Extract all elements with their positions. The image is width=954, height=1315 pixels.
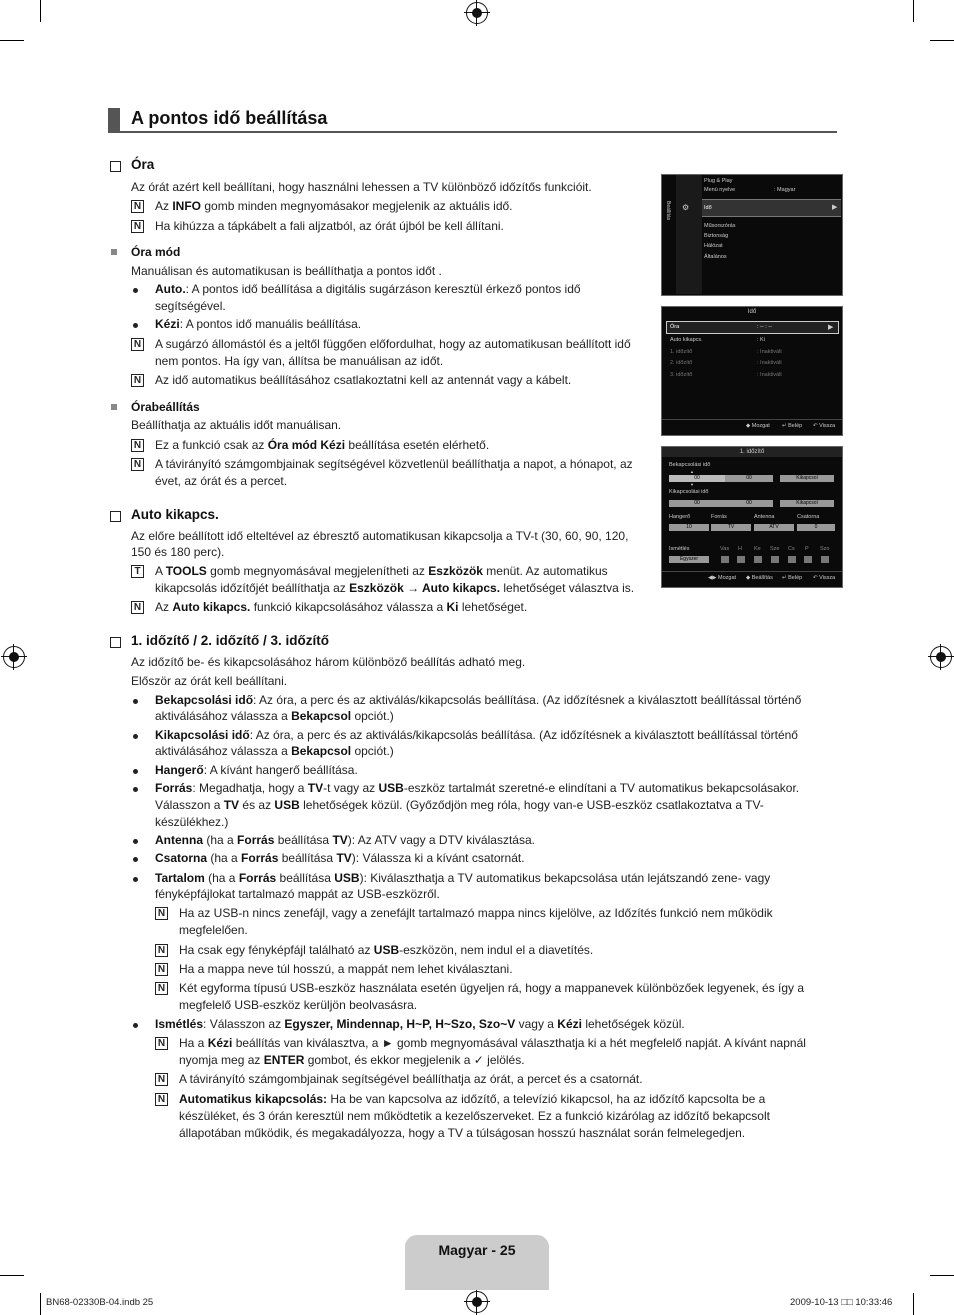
arrow-up-icon: ▲ — [690, 469, 694, 474]
timer-note4: Két egyforma típusú USB-eszköz használata esetén ügyeljen rá, hogy a mappanevek különbözőek legyenek, és így a — [179, 981, 805, 995]
bullet-icon — [133, 1023, 138, 1028]
section-heading-auto: Auto kikapcs. — [131, 507, 219, 522]
oramod-desc: Manuálisan és automatikusan is beállíthatja a pontos időt . — [131, 264, 442, 278]
timer-line1: Az időzítő be- és kikapcsolásához három különböző beállítás adható meg. — [131, 655, 526, 669]
registration-mark-icon — [466, 1291, 488, 1313]
time-row-timer1-value: : Inaktivált — [757, 349, 782, 355]
page-title: A pontos idő beállítása — [131, 108, 328, 128]
time-row-timer2-value: : Inaktivált — [757, 360, 782, 366]
note-icon: N — [155, 963, 168, 976]
note-icon: N — [155, 944, 168, 957]
gear-icon: ⚙ — [682, 203, 690, 212]
orabeallitas-note2: A távirányító számgombjainak segítségével közvetlenül beállíthatja a napot, a hónapot, az — [155, 457, 633, 471]
print-date: 2009-10-13 □□ 10:33:46 — [790, 1297, 893, 1308]
checkbox-icon — [110, 637, 121, 648]
orabeallitas-desc: Beállíthatja az aktuális időt manuálisan. — [131, 418, 342, 432]
antenna-value[interactable]: ATV — [754, 524, 794, 531]
oramod-auto-cont: segítségével. — [155, 299, 226, 313]
bullet-icon — [133, 699, 138, 704]
menu-item-network[interactable]: Hálózat — [704, 243, 723, 249]
time-row-clock[interactable]: Óra — [670, 324, 680, 330]
day-checkbox[interactable] — [804, 556, 812, 563]
auto-note: Az Auto kikapcs. funkció kikapcsolásához válassza a Ki lehetőséget. — [155, 600, 528, 614]
bullet-icon — [133, 857, 138, 862]
footer-back: ↶ Vissza — [813, 575, 836, 581]
page-number: Magyar - 25 — [438, 1242, 516, 1258]
timer-b6: Csatorna (ha a Forrás beállítása TV): Válassza ki a kívánt csatornát. — [155, 851, 525, 865]
bullet-icon — [133, 787, 138, 792]
arrow-down-icon: ▼ — [690, 482, 694, 487]
timer-note1: Ha az USB-n nincs zenefájl, vagy a zenefájlt tartalmazó mappa nincs kijelölve, az Időzítés funkció nem működik — [179, 906, 773, 920]
timer-on-label: Bekapcsolási idő — [669, 462, 711, 468]
timer-line2: Először az órát kell beállítani. — [131, 674, 288, 688]
timer-m3-cont2: állapotában működik, és megakadályozza, hogy a TV a túlságosan hosszú használat során felmelegedjen. — [179, 1126, 746, 1140]
auto-line1: Az előre beállított idő elteltével az ébresztő automatikusan kikapcsolja a TV-t (30, 60, 90, 120, — [131, 529, 629, 543]
time-row-timer1[interactable]: 1. időzítő — [670, 349, 693, 355]
timer-m1-cont: nyomja meg az ENTER gombot, és ekkor megjelenik a ✓ jelölés. — [179, 1053, 525, 1067]
note-icon: N — [131, 458, 144, 471]
time-row-timer3-value: : Inaktivált — [757, 372, 782, 378]
timer-off-minute[interactable]: 00 — [725, 500, 773, 507]
timer-b7-cont: fényképfájlokat tartalmazó mappát az USB-eszközről. — [155, 887, 440, 901]
timer-on-mode[interactable]: Kikapcsol — [780, 475, 834, 482]
timer-m3-cont: készüléket, és 3 órán keresztül nem működtetik a kezelőszerveket. Ez a funkció kizárólag az időzítő bekapcsolt — [179, 1109, 770, 1123]
tv-screen-timer1 — [661, 446, 843, 588]
square-bullet-icon — [111, 249, 117, 255]
checkbox-icon — [110, 161, 121, 172]
day-checkbox[interactable] — [788, 556, 796, 563]
day-label-sze: Sze — [770, 546, 780, 552]
source-value[interactable]: TV — [711, 524, 751, 531]
menu-item-language[interactable]: Menü nyelve — [704, 187, 736, 193]
day-checkbox[interactable] — [754, 556, 762, 563]
menu-item-general[interactable]: Általános — [704, 254, 727, 260]
ora-intro: Az órát azért kell beállítani, hogy használni lehessen a TV különböző időzítős funkcióit. — [131, 180, 592, 194]
day-label-szo: Szo — [820, 546, 830, 552]
note-icon: N — [155, 982, 168, 995]
bullet-icon — [133, 839, 138, 844]
note-icon: N — [155, 1093, 168, 1106]
timer-b3: Hangerő: A kívánt hangerő beállítása. — [155, 763, 358, 777]
timer-b2-cont: aktiválásához válassza a Bekapcsol opciót.) — [155, 744, 394, 758]
oramod-auto: Auto.: A pontos idő beállítása a digitális sugárzáson keresztül érkező pontos idő — [155, 282, 581, 296]
timer-b8: Ismétlés: Válasszon az Egyszer, Mindennap, H~P, H~Szo, Szo~V vagy a Kézi lehetőségek közül. — [155, 1017, 685, 1031]
timer-m3: Automatikus kikapcsolás: Ha be van kapcsolva az időzítő, a televízió kikapcsol, ha az időzítő kapcsolta be a — [179, 1092, 766, 1106]
timer-b1-cont: aktiválásához válassza a Bekapcsol opciót.) — [155, 709, 394, 723]
time-row-autooff[interactable]: Auto kikapcs. — [670, 337, 703, 343]
arrow-right-icon: ▶ — [832, 204, 838, 211]
timer-b7: Tartalom (ha a Forrás beállítása USB): Kiválaszthatja a TV automatikus bekapcsolása után lejátszandó zene- vagy — [155, 871, 771, 885]
registration-mark-icon — [3, 646, 25, 668]
timer-b4-cont2: készülékhez.) — [155, 815, 229, 829]
note-icon: N — [131, 220, 144, 233]
ora-note2: Ha kihúzza a tápkábelt a fali aljzatból, az órát újból be kell állítani. — [155, 219, 504, 233]
footer-enter: ↵ Belép — [782, 575, 803, 581]
screen-header: Idő — [747, 309, 757, 315]
bullet-icon — [133, 734, 138, 739]
bullet-icon — [133, 769, 138, 774]
oramod-kezi: Kézi: A pontos idő manuális beállítása. — [155, 317, 362, 331]
arrow-right-icon: ▶ — [828, 324, 834, 331]
footer-move: ◆ Mozgat — [746, 423, 770, 429]
footer-enter: ↵ Belép — [782, 423, 803, 429]
col-antenna-label: Antenna — [754, 514, 775, 520]
oramod-note1: A sugárzó állomástól és a jeltől függően előfordulhat, hogy az automatikusan beállított idő — [155, 337, 631, 351]
time-row-timer2[interactable]: 2. időzítő — [670, 360, 693, 366]
title-marker — [108, 108, 120, 132]
col-source-label: Forrás — [711, 514, 727, 520]
orabeallitas-label: Órabeállítás — [131, 400, 200, 414]
note-icon: N — [131, 200, 144, 213]
tools-icon: T — [131, 565, 144, 578]
footer-adjust: ◆ Beállítás — [746, 575, 773, 581]
day-checkbox[interactable] — [771, 556, 779, 563]
day-checkbox[interactable] — [821, 556, 829, 563]
col-volume-label: Hangerő — [669, 514, 691, 520]
note-icon: N — [131, 338, 144, 351]
file-info: BN68-02330B-04.indb 25 — [46, 1297, 154, 1308]
auto-tools2: kikapcsolás időzítőjét beállíthatja az Eszközök → Auto kikapcs. lehetőséget választva is. — [155, 581, 635, 595]
note-icon: N — [131, 601, 144, 614]
tv-screen-time — [661, 306, 843, 436]
time-row-autooff-value: : Ki — [757, 337, 765, 343]
oramod-label: Óra mód — [131, 245, 181, 259]
timer-off-mode[interactable]: Kikapcsol — [780, 500, 834, 507]
note-icon: N — [131, 374, 144, 387]
menu-item-time[interactable]: Idő — [704, 205, 712, 211]
menu-value-language: : Magyar — [774, 187, 796, 193]
time-row-clock-value: : -- : -- — [757, 324, 772, 330]
channel-value[interactable]: 0 — [797, 524, 835, 531]
section-heading-ora: Óra — [131, 157, 155, 172]
timer-note1-cont: megfelelően. — [179, 923, 248, 937]
square-bullet-icon — [111, 404, 117, 410]
day-label-p: P — [805, 546, 809, 552]
tv-screen-settings-menu — [661, 174, 843, 296]
time-row-timer3[interactable]: 3. időzítő — [670, 372, 693, 378]
menu-item-broadcast[interactable]: Műsorszórás — [704, 223, 736, 229]
menu-item-security[interactable]: Biztonság — [704, 233, 729, 239]
day-label-cs: Cs — [788, 546, 795, 552]
footer-move: ◀▶ Mozgat — [708, 575, 737, 581]
checkbox-icon — [110, 511, 121, 522]
timer-note3: Ha a mappa neve túl hosszú, a mappát nem lehet kiválasztani. — [179, 962, 513, 976]
menu-item-plugplay[interactable]: Plug & Play — [704, 178, 733, 184]
timer-m2: A távirányító számgombjainak segítségével beállíthatja az órát, a percet és a csatornát. — [179, 1072, 643, 1086]
note-icon: N — [131, 439, 144, 452]
bullet-icon — [133, 288, 138, 293]
title-rule — [108, 131, 837, 133]
orabeallitas-note1: Ez a funkció csak az Óra mód Kézi beállítása esetén elérhető. — [155, 438, 490, 452]
section-heading-timer: 1. időzítő / 2. időzítő / 3. időzítő — [131, 633, 329, 648]
note-icon: N — [155, 1073, 168, 1086]
timer-off-label: Kikapcsolási idő — [669, 489, 709, 495]
auto-tools1: A TOOLS gomb megnyomásával megjelenítheti az Eszközök menüt. Az automatikus — [155, 564, 608, 578]
timer-b5: Antenna (ha a Forrás beállítása TV): Az ATV vagy a DTV kiválasztása. — [155, 833, 535, 847]
timer-note4-cont: megfelelő USB-eszköz kerüljön beolvasásra. — [179, 998, 418, 1012]
timer-note2: Ha csak egy fényképfájl található az USB-eszközön, nem indul el a diavetítés. — [179, 943, 594, 957]
timer-b4: Forrás: Megadhatja, hogy a TV-t vagy az USB-eszköz tartalmát szeretné-e elindítani a TV automatikus bekapcsolásakor. — [155, 781, 800, 795]
bullet-icon — [133, 877, 138, 882]
volume-value[interactable]: 10 — [669, 524, 709, 531]
col-channel-label: Csatorna — [797, 514, 820, 520]
timer-on-minute[interactable]: 00 — [725, 475, 773, 482]
note-icon: N — [155, 1037, 168, 1050]
day-label-h: H — [738, 546, 742, 552]
timer-m1: Ha a Kézi beállítás van kiválasztva, a ► gomb megnyomásával választhatja ki a hét megfelelő napját. A kívánt napnál — [179, 1036, 806, 1050]
day-label-ke: Ke — [754, 546, 761, 552]
oramod-note1-cont: nem pontos. Ha így van, állítsa be manuálisan az időt. — [155, 354, 444, 368]
repeat-value[interactable]: Egyszer — [669, 556, 709, 563]
note-icon: N — [155, 907, 168, 920]
bullet-icon — [133, 323, 138, 328]
timer-b2: Kikapcsolási idő: Az óra, a perc és az aktiválás/kikapcsolás beállítása. (Az időzítésnek a kiválasztott beállítással történő — [155, 728, 798, 742]
ora-note1: Az INFO gomb minden megnyomásakor megjelenik az aktuális idő. — [155, 199, 513, 213]
orabeallitas-note2-cont: évet, az órát és a percet. — [155, 474, 288, 488]
oramod-note2: Az idő automatikus beállításához csatlakoztatni kell az antennát vagy a kábelt. — [155, 373, 572, 387]
day-checkbox[interactable] — [721, 556, 729, 563]
screen-header: 1. időzítő — [739, 449, 765, 455]
footer-back: ↶ Vissza — [813, 423, 836, 429]
timer-off-hour[interactable]: 00 — [669, 500, 725, 507]
menu-side-label: Beállítás — [665, 201, 671, 221]
timer-b4-cont: Válasszon a TV és az USB lehetőségek közül. (Győződjön meg róla, hogy van-e USB-eszköz csatlakoztatva a TV- — [155, 798, 764, 812]
repeat-label: Ismétlés — [669, 546, 690, 552]
registration-mark-icon — [466, 2, 488, 24]
timer-on-hour[interactable]: 00 — [669, 475, 725, 482]
auto-line2: 150 és 180 perc). — [131, 545, 225, 559]
registration-mark-icon — [930, 646, 952, 668]
day-label-vas: Vas — [720, 546, 730, 552]
day-checkbox[interactable] — [737, 556, 745, 563]
timer-b1: Bekapcsolási idő: Az óra, a perc és az aktiválás/kikapcsolás beállítása. (Az időzítésnek a kiválasztott beállítással történő — [155, 693, 802, 707]
